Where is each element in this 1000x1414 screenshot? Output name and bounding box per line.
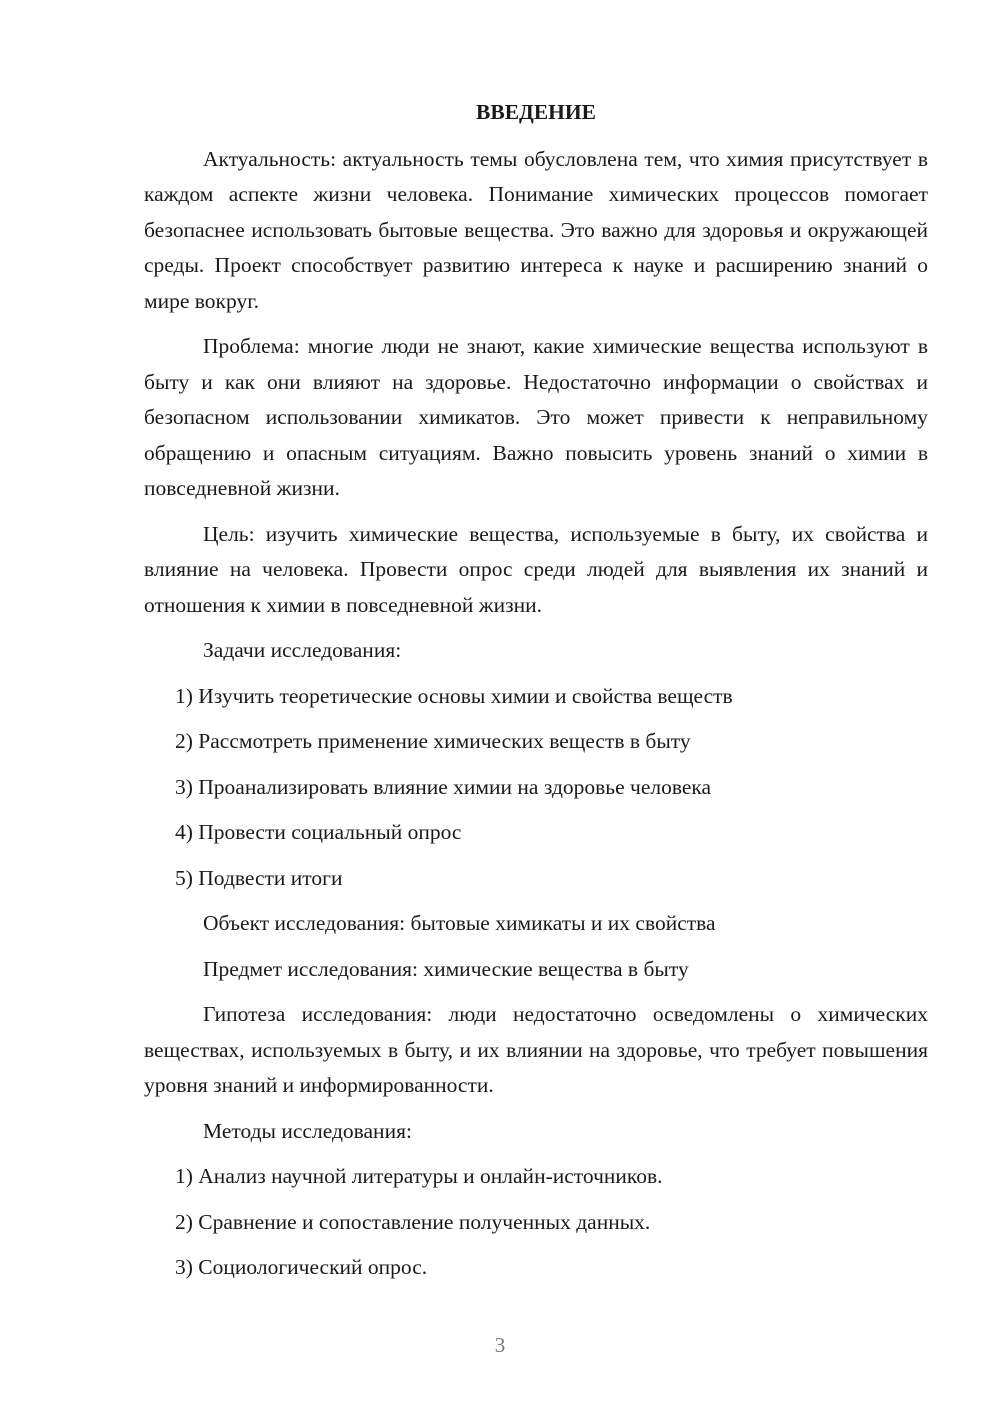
task-item: 1) Изучить теоретические основы химии и свойства веществ (175, 683, 733, 708)
methods-heading: Методы исследования: (203, 1118, 412, 1143)
goal-paragraph: Цель: изучить химические вещества, используемые в быту, их свойства и влияние на человека. Провести опрос среди людей для выявления их знаний и отношения к химии в повседневной жизни. (144, 521, 928, 617)
method-item: 1) Анализ научной литературы и онлайн-источников. (175, 1164, 663, 1188)
task-item: 5) Подвести итоги (175, 865, 343, 890)
method-item: 3) Социологический опрос. (175, 1255, 428, 1279)
task-item: 4) Провести социальный опрос (175, 820, 462, 844)
page-number: 3 (494, 1333, 506, 1357)
document-title: ВВЕДЕНИЕ (476, 100, 596, 124)
tasks-heading: Задачи исследования: (203, 638, 402, 662)
document-page (144, 95, 928, 1296)
problem-paragraph: Проблема: многие люди не знают, какие химические вещества используют в быту и как они влияют на здоровье. Недостаточно информации о свойствах и безопасном использовании химикатов. Это может привести к неправильному обращению и опасным ситуациям. Важно повысить уровень знаний о химии в повседневной жизни. (144, 334, 928, 500)
relevance-paragraph: Актуальность: актуальность темы обусловлена тем, что химия присутствует в каждом аспекте жизни человека. Понимание химических процессов помогает безопаснее использовать бытовые вещества. Это важно для здоровья и окружающей среды. Проект способствует развитию интереса к науке и расширению знаний о мире вокруг. (144, 146, 928, 313)
hypothesis-paragraph: Гипотеза исследования: люди недостаточно осведомлены о химических веществах, используемых в быту, и их влиянии на здоровье, что требует повышения уровня знаний и информированности. (144, 1002, 928, 1097)
subject-line: Предмет исследования: химические вещества в быту (203, 956, 689, 981)
object-line: Объект исследования: бытовые химикаты и их свойства (203, 911, 716, 935)
task-item: 2) Рассмотреть применение химических веществ в быту (175, 729, 691, 753)
task-item: 3) Проанализировать влияние химии на здоровье человека (175, 774, 712, 799)
method-item: 2) Сравнение и сопоставление полученных данных. (175, 1209, 651, 1234)
